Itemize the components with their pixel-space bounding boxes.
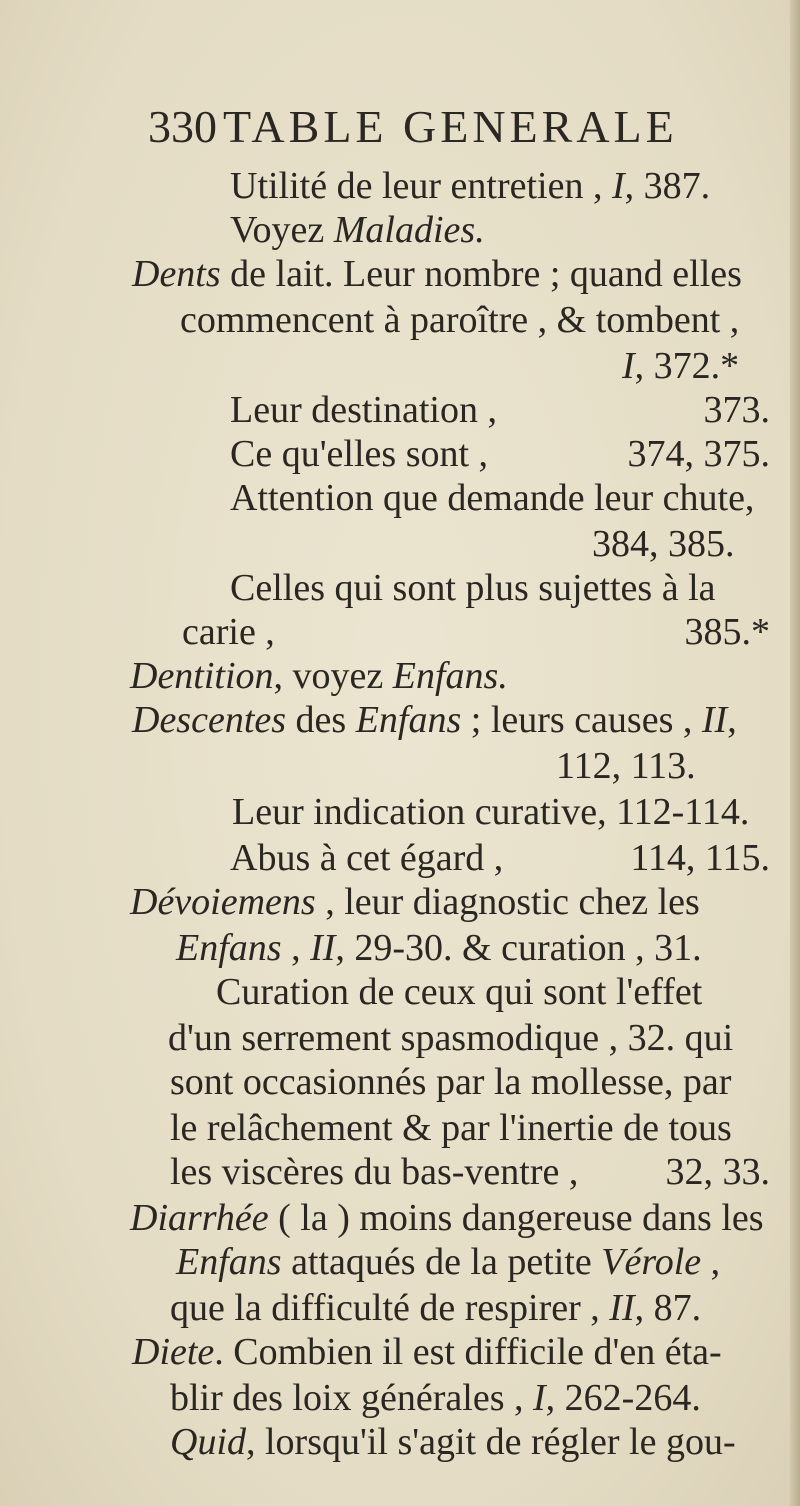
index-text: , 372.* [634, 345, 740, 387]
page-reference: 114, 115. [630, 837, 770, 879]
index-line [132, 698, 737, 742]
index-text: Curation de ceux qui sont l'effet [216, 971, 703, 1013]
index-line [230, 432, 488, 476]
index-text: carie , [182, 611, 275, 653]
index-line [182, 610, 275, 654]
index-text: , lorsqu'il s'agit de régler le gou- [246, 1421, 736, 1463]
index-text: attaqués de la petite [281, 1241, 602, 1283]
index-line [230, 836, 503, 880]
index-text: Ce qu'elles sont , [230, 433, 489, 475]
index-line [216, 970, 702, 1014]
index-term: Vérole [601, 1241, 702, 1283]
index-text: ; leurs causes , [461, 699, 702, 741]
index-line [180, 298, 739, 342]
index-text: des [286, 699, 356, 741]
index-line [132, 252, 742, 296]
index-text: que la difficulté de respirer , [170, 1287, 610, 1329]
index-term: Enfans [176, 1241, 282, 1283]
index-text: , [727, 699, 737, 741]
index-line [130, 1196, 764, 1240]
index-line [170, 1060, 731, 1104]
index-line [230, 208, 485, 252]
index-line [556, 744, 696, 788]
index-term: I [533, 1377, 546, 1419]
index-text: . Combien il est difficile d'en éta- [214, 1331, 722, 1373]
index-line [170, 1286, 701, 1330]
index-line [170, 1420, 736, 1464]
index-line [232, 790, 749, 834]
running-header [148, 100, 678, 153]
index-term: II [701, 699, 728, 741]
index-text: , leur diagnostic chez les [315, 881, 700, 923]
index-term: II [609, 1287, 635, 1329]
index-text: Leur destination , [230, 389, 497, 431]
header-title: TABLE GENERALE [223, 101, 678, 152]
index-line [622, 344, 739, 388]
index-text: les viscères du bas-ventre , [170, 1151, 579, 1193]
index-term: II [310, 927, 336, 969]
page-reference: 373. [703, 389, 770, 431]
index-line [176, 926, 702, 970]
index-line [230, 388, 497, 432]
index-line [170, 1376, 701, 1420]
index-text: de lait. Leur nombre ; quand elles [220, 253, 742, 295]
index-text: , voyez [273, 655, 393, 697]
index-text: 112, 113. [556, 745, 696, 787]
index-line [170, 1150, 578, 1194]
index-term: Quid [170, 1421, 246, 1463]
index-text: sont occasionnés par la mollesse, par [170, 1061, 732, 1103]
page-reference: 385.* [684, 611, 770, 653]
index-term: I [611, 165, 625, 207]
index-text: Abus à cet égard , [230, 837, 504, 879]
index-line [130, 654, 508, 698]
index-line [170, 1106, 732, 1150]
page-reference: 374, 375. [627, 433, 770, 475]
page-number: 330 [148, 101, 217, 152]
index-text: commencent à paroître , & tombent , [180, 299, 740, 341]
index-term: Diete [132, 1331, 215, 1373]
page-edge [790, 0, 800, 1506]
index-line [230, 164, 710, 208]
index-text: Utilité de leur entretien , [230, 165, 612, 207]
index-term: Enfans [355, 699, 462, 741]
index-text: Celles qui sont plus sujettes à la [230, 567, 716, 609]
index-line [176, 1240, 720, 1284]
index-text: , 387. [624, 165, 711, 207]
index-term: Maladies. [333, 209, 485, 251]
index-text: Voyez [230, 209, 334, 251]
index-text: 384, 385. [592, 523, 735, 565]
index-text: Attention que demande leur chute, [230, 477, 755, 519]
index-text: , [281, 927, 311, 969]
index-term: Enfans. [392, 655, 508, 697]
index-line [168, 1016, 733, 1060]
index-text: blir des loix générales , [170, 1377, 534, 1419]
index-text: le relâchement & par l'inertie de tous [170, 1107, 732, 1149]
index-term: Dents [132, 253, 221, 295]
index-term: Descentes [132, 699, 287, 741]
index-line [230, 566, 716, 610]
index-term: Diarrhée [130, 1197, 269, 1239]
index-text: , [701, 1241, 721, 1283]
index-text: Leur indication curative, 112-114. [232, 791, 750, 833]
index-line [592, 522, 735, 566]
index-line [230, 476, 754, 520]
page-reference: 32, 33. [665, 1151, 770, 1193]
index-line [132, 1330, 722, 1374]
index-text: , 29-30. & curation , 31. [335, 927, 702, 969]
index-term: Enfans [176, 927, 282, 969]
index-line [130, 880, 700, 924]
index-text: d'un serrement spasmodique , 32. qui [168, 1017, 734, 1059]
index-term: Dentition [130, 655, 274, 697]
index-text: ( la ) moins dangereuse dans les [268, 1197, 764, 1239]
index-text: , 87. [634, 1287, 702, 1329]
index-term: I [622, 345, 635, 387]
index-term: Dévoiemens [130, 881, 316, 923]
index-text: , 262-264. [545, 1377, 701, 1419]
